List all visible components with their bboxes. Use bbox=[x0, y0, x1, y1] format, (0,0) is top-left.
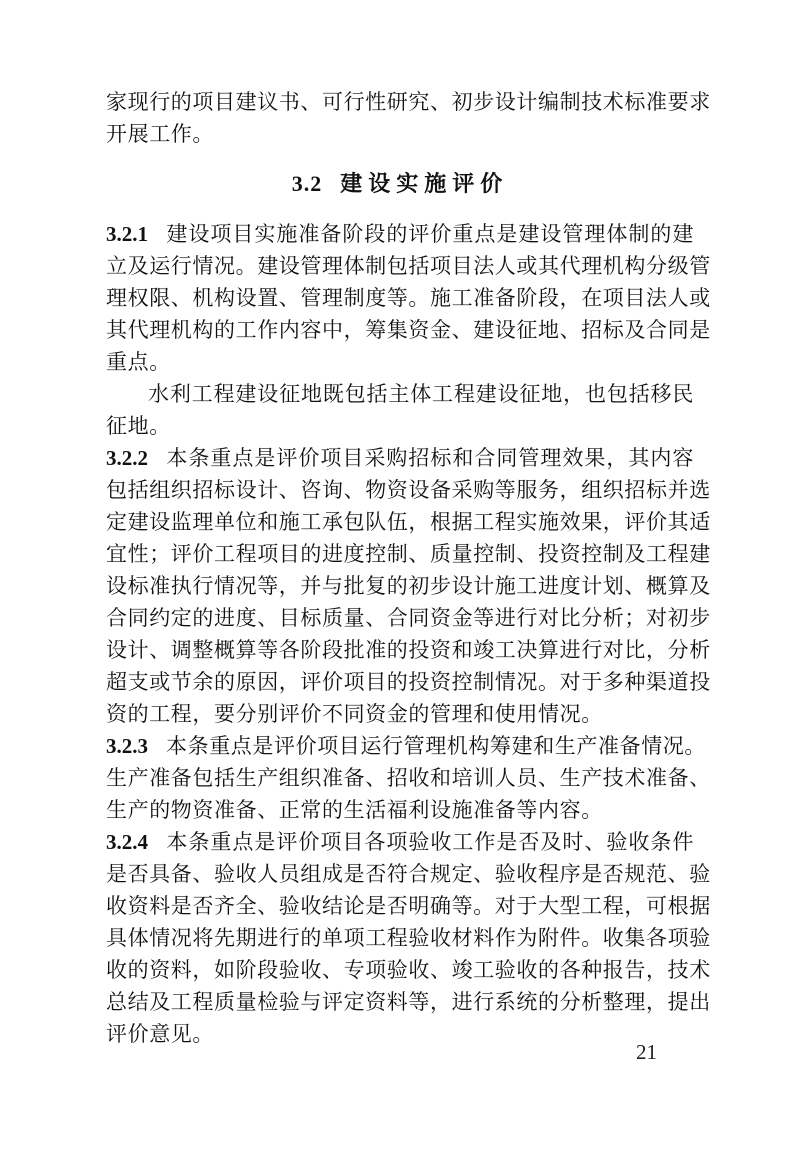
clause-line: 设标准执行情况等，并与批复的初步设计施工进度计划、概算及 bbox=[106, 574, 711, 598]
clause-first-line bbox=[106, 218, 694, 250]
clause-line: 超支或节余的原因，评价项目的投资控制情况。对于多种渠道投 bbox=[106, 670, 711, 694]
intro-line: 开展工作。 bbox=[106, 122, 214, 146]
clause-number: 3.2.4 bbox=[106, 830, 148, 854]
clause-line: 包括组织招标设计、咨询、物资设备采购等服务，组织招标并选 bbox=[106, 478, 711, 502]
clause-line: 生产准备包括生产组织准备、招收和培训人员、生产技术准备、 bbox=[106, 766, 711, 790]
clause-line: 设计、调整概算等各阶段批准的投资和竣工决算进行对比，分析 bbox=[106, 638, 711, 662]
clause-text: 本条重点是评价项目采购招标和合同管理效果，其内容 bbox=[166, 446, 694, 470]
clause-line: 资的工程，要分别评价不同资金的管理和使用情况。 bbox=[106, 702, 603, 726]
clause-line: 是否具备、验收人员组成是否符合规定、验收程序是否规范、验 bbox=[106, 862, 711, 886]
clause-line: 理权限、机构设置、管理制度等。施工准备阶段，在项目法人或 bbox=[106, 286, 711, 310]
document-body bbox=[106, 86, 711, 1050]
clause-line: 征地。 bbox=[106, 414, 171, 438]
section-number: 3.2 bbox=[291, 171, 323, 196]
section-title: 建设实施评价 bbox=[340, 171, 509, 197]
clause-line: 其代理机构的工作内容中，筹集资金、建设征地、招标及合同是 bbox=[106, 318, 711, 342]
clause-first-line bbox=[106, 442, 694, 474]
clause-line: 重点。 bbox=[106, 350, 171, 374]
clause-line: 评价意见。 bbox=[106, 1022, 214, 1046]
clause-line: 宜性；评价工程项目的进度控制、质量控制、投资控制及工程建 bbox=[106, 542, 711, 566]
clause-first-line bbox=[106, 826, 694, 858]
clause-line: 收资料是否齐全、验收结论是否明确等。对于大型工程，可根据 bbox=[106, 894, 711, 918]
intro-line: 家现行的项目建议书、可行性研究、初步设计编制技术标准要求 bbox=[106, 90, 711, 114]
clause-number: 3.2.3 bbox=[106, 734, 148, 758]
clause-text: 本条重点是评价项目运行管理机构筹建和生产准备情况。 bbox=[166, 734, 706, 758]
page-number: 21 bbox=[636, 1040, 657, 1064]
section-heading bbox=[106, 156, 694, 212]
clause-number: 3.2.1 bbox=[106, 222, 148, 246]
clause-line: 总结及工程质量检验与评定资料等，进行系统的分析整理，提出 bbox=[106, 990, 711, 1014]
clause-text: 本条重点是评价项目各项验收工作是否及时、验收条件 bbox=[166, 830, 694, 854]
clause-number: 3.2.2 bbox=[106, 446, 148, 470]
clause-line: 定建设监理单位和施工承包队伍，根据工程实施效果，评价其适 bbox=[106, 510, 711, 534]
clause-line: 合同约定的进度、目标质量、合同资金等进行对比分析；对初步 bbox=[106, 606, 711, 630]
clause-line: 立及运行情况。建设管理体制包括项目法人或其代理机构分级管 bbox=[106, 254, 711, 278]
clause-line: 水利工程建设征地既包括主体工程建设征地，也包括移民 bbox=[148, 382, 694, 406]
clause-first-line bbox=[106, 730, 706, 762]
clause-line: 收的资料，如阶段验收、专项验收、竣工验收的各种报告，技术 bbox=[106, 958, 711, 982]
clause-line: 具体情况将先期进行的单项工程验收材料作为附件。收集各项验 bbox=[106, 926, 711, 950]
clause-text: 建设项目实施准备阶段的评价重点是建设管理体制的建 bbox=[166, 222, 694, 246]
clause-line: 生产的物资准备、正常的生活福利设施准备等内容。 bbox=[106, 798, 603, 822]
